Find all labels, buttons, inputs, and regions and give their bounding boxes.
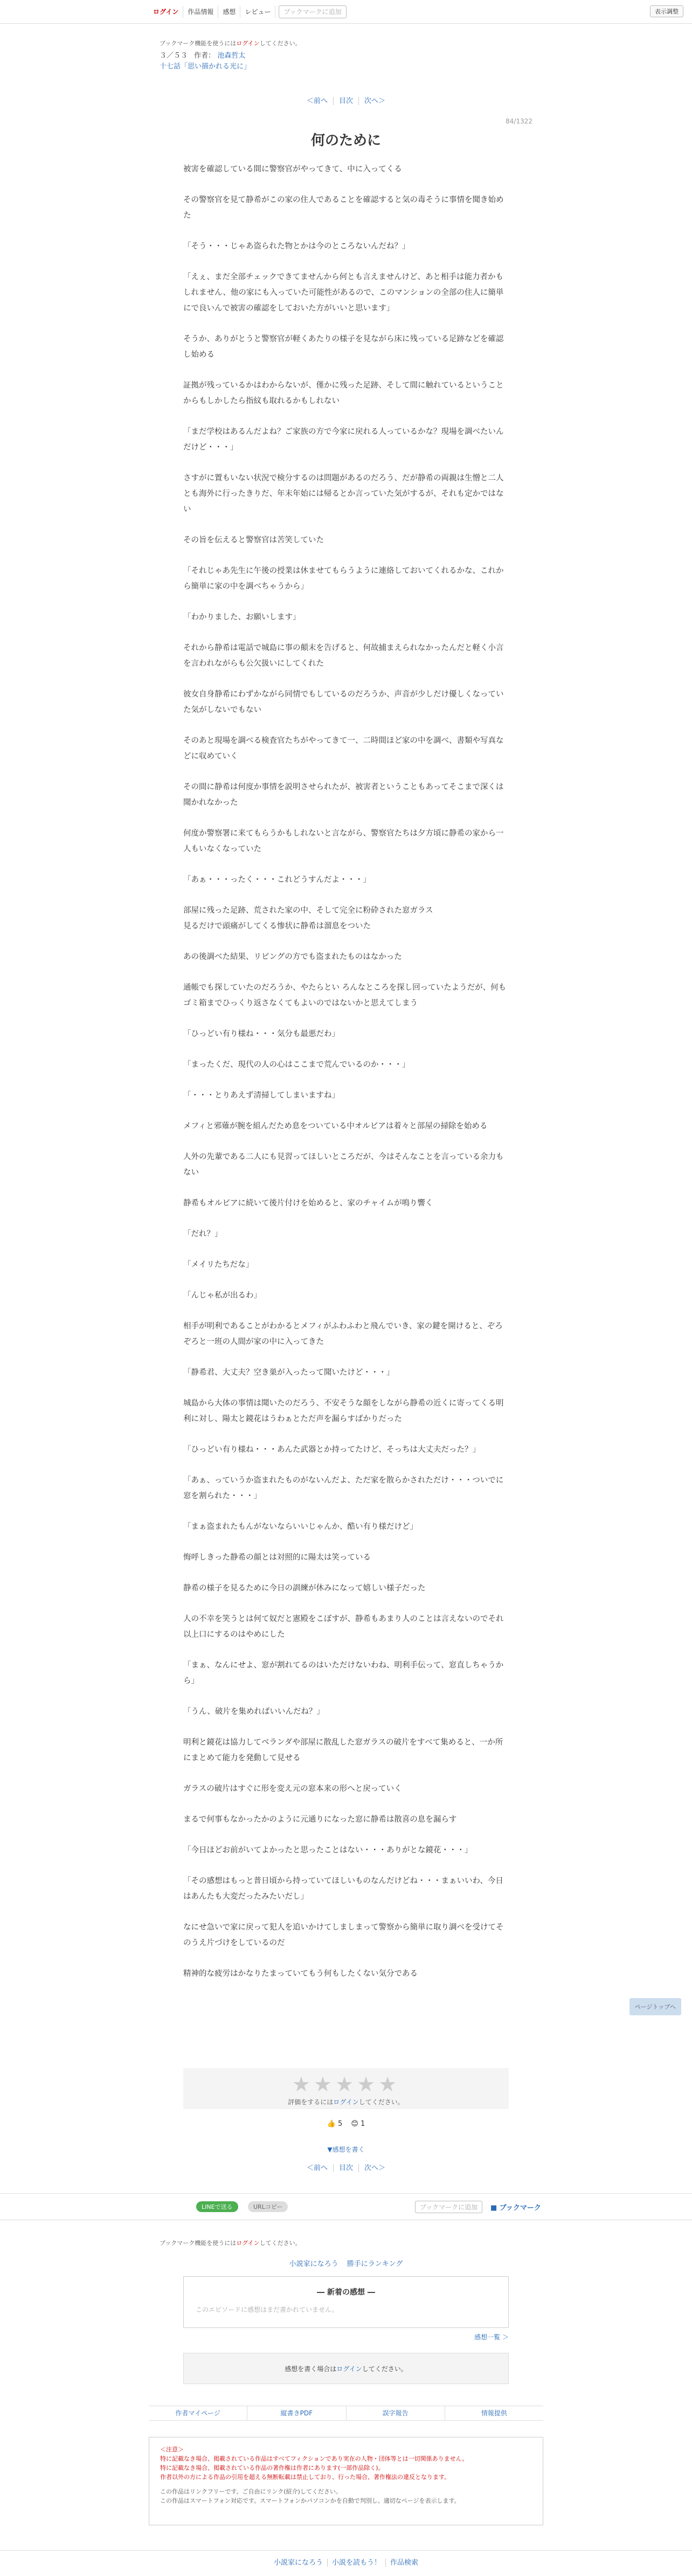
rating-note-text: 評価をするには [288,2098,334,2106]
paragraph: 「んじゃ私が出るわ」 [183,1291,261,1300]
paragraph: 「今日ほどお前がいてよかったと思ったことはない・・・ありがとな鏡花・・・」 [183,1846,473,1855]
paragraph: 何度か警察署に来てもらうかもしれないと言ながら、警察官たちは夕方頃に静希の家から一人もいなくなっていた [183,829,504,853]
pager-bottom [0,2162,692,2172]
notice-text-suffix: してください。 [259,40,301,47]
login-box-text: 感想を書く場合は [285,2365,337,2373]
notice-head: ＜注意＞ [160,2446,184,2453]
episode-position: ３／５３ [160,52,188,60]
no-impressions-text: このエピソードに感想はまだ書かれていません。 [196,2306,338,2313]
write-impression-link[interactable]: ▼感想を書く [327,2146,365,2153]
author-mypage-link[interactable]: 作者マイページ [149,2406,247,2420]
notice-line-4: この作品はリンクフリーです。ご自由にリンク(紹介)してください。 [160,2488,342,2495]
notice-line-1: 特に記載なき場合、掲載されている作品はすべてフィクションであり実在の人物・団体等とは一切関係ありません。 [160,2455,468,2462]
paragraph: 被害を確認している間に警察官がやってきて、中に入ってくる [183,165,402,174]
login-box-link[interactable]: ログイン [336,2365,362,2373]
notice-login-link-bottom[interactable]: ログイン [236,2240,260,2247]
impressions-list-link[interactable]: 感想一覧 ＞ [474,2333,509,2341]
paragraph: その旨を伝えると警察官は苦笑していた [183,536,324,545]
paragraph: 明利と鏡花は協力してベランダや部屋に散乱した窓ガラスの破片をすべて集めると、一か所にまとめて能力を発動して見せる [183,1738,503,1762]
line-share-button[interactable]: LINEで送る [196,2201,238,2212]
paragraph: 「まだ学校はあるんだよね？ご家族の方で今家に戻れる人っているかな？現場を調べたいんだけど・・・」 [183,428,504,452]
review-link[interactable]: レビュー [240,6,275,18]
novel-body [183,162,509,1982]
paragraph: 精神的な疲労はかなりたまっていてもう何もしたくない気分である [183,1969,418,1978]
paragraph: 「メイリたちだな」 [183,1261,254,1269]
toc-link-bottom[interactable]: 目次 [334,2164,359,2172]
paragraph: 「わかりました、お願いします」 [183,613,301,622]
paragraph: 「その感想はもっと普日頃から持っていてほしいものなんだけどね・・・まぁいいわ、今日はあんたも大変だったみたいだし」 [183,1877,503,1901]
paragraph: 「まぁ、なんにせよ、窓が割れてるのはいただけないわね、明利手伝って、窓直しちゃうから」 [183,1661,504,1685]
paragraph: 「うん、破片を集めればいいんだね？」 [183,1707,324,1716]
notice-box [149,2437,543,2525]
login-box-suffix: してください。 [362,2365,407,2373]
display-settings-button[interactable]: 表示調整 [650,5,683,17]
bookmark-notice [160,39,532,47]
prev-link-bottom[interactable]: ＜前へ [301,2164,334,2172]
paragraph: 「えぇ、まだ全部チェックできてませんから何とも言えませんけど、あと相手は能力者かもしれません、他の家にも入っていた可能性があるので、このマンションの全部の住人に簡単にで良いんで被害の確認をしておいた方がいいと思います」 [183,273,504,313]
top-bar [0,0,692,24]
ranking-link[interactable]: 勝手にランキング [347,2260,403,2268]
paragraph: まるで何事もなかったかのように元通りになった窓に静希は散喜の息を漏らす [183,1815,457,1824]
notice-line-5: この作品はスマートフォン対応です。スマートフォンかパソコンかを自動で判別し、適切なページを表示します。 [160,2497,460,2504]
author-label: 作者： [194,52,216,60]
notice-line-2: 特に記載なき場合、掲載されている作品の著作権は作者にあります(一部作品除く)。 [160,2464,384,2471]
rating-stars[interactable]: ★★★★★ [292,2072,400,2096]
paragraph: 「だれ？」 [183,1230,223,1238]
vertical-pdf-link[interactable]: 縦書きPDF [247,2406,346,2420]
toc-link[interactable]: 目次 [334,97,359,105]
paragraph: 「ひっどい有り様ね・・・気分も最悪だわ」 [183,1030,340,1038]
add-bookmark-button-bottom[interactable]: ブックマークに追加 [415,2201,482,2213]
bookmark-notice-bottom [160,2238,532,2247]
new-impressions [183,2276,509,2328]
page-top-button[interactable]: ページトップへ [629,1998,681,2015]
paragraph: そうか、ありがとうと警察官が軽くあたりの様子を見ながら床に残っている足跡などを確認し始める [183,335,504,359]
paragraph: 部屋に残った足跡、荒された家の中、そして完全に粉砕された窓ガラス 見るだけで頭痛がしてくる惨状に静希は溜息をついた [183,906,433,931]
paragraph: 「それじゃあ先生に午後の授業は休ませてもらうように連絡しておいてくれるかな、これから簡単に家の中を調べちゃうから」 [183,567,504,591]
paragraph: 静希の様子を見るために今日の訓練が休みになって嬉しい様子だった [183,1584,426,1593]
paragraph: あの後調べた結果、リビングの方でも盗まれたものはなかった [183,953,402,961]
paragraph: 「・・・とりあえず清掃してしまいますね」 [183,1091,340,1100]
bottom-divider [0,2550,692,2551]
paragraph: 「あぁ・・・ったく・・・これどうすんだよ・・・」 [183,876,371,884]
bottom-yomou-link[interactable]: 小説を読もう！ [328,2559,386,2567]
add-bookmark-button[interactable]: ブックマークに追加 [279,5,346,18]
bookmark-link[interactable]: ■ ブックマーク [490,2204,541,2212]
share-bar [0,2193,692,2220]
notice-line-3: 作者以外の方による作品の引用を超える無断転載は禁止しており、行った場合、著作権法の違反となります。 [160,2474,451,2481]
paragraph: それから静希は電話で城島に事の顛末を告げると、何故捕まえられなかったんだと軽く小言を言われながらも公欠扱いにしてくれた [183,644,504,668]
smile-reaction[interactable]: 😊 1 [351,2120,365,2128]
episode-title: 何のために [310,133,381,149]
paragraph: 通帳でも探していたのだろうか、やたらとい ろんなところを探し回っていたようだが、何もゴミ箱までひっくり返さなくてもよいのではないかと思えてしまう [183,983,507,1008]
paragraph: その間に静希は何度か事情を説明させられたが、被害者ということもあってそこまで深くは聞かれなかった [183,783,504,807]
paragraph: 城島から大体の事情は聞いたのだろう、不安そうな顔をしながら静希の近くに寄ってくる明利に対し、陽太と鏡花はうわぁとただ声を漏らすばかりだった [183,1399,504,1423]
footer-links [149,2406,543,2421]
next-link[interactable]: 次へ＞ [364,97,386,105]
rating-note-suffix: してください。 [358,2098,404,2106]
paragraph: なにせ急いで家に戻って犯人を追いかけてしましまって警察から簡単に取り調べを受けてそのうえ片づけをしているのだ [183,1923,504,1947]
author-link[interactable]: 池森哲太 [217,52,246,60]
series-info [160,51,251,72]
paragraph: 静希もオルビアに続いて後片付けを始めると、家のチャイムが鳴り響く [183,1199,433,1208]
works-link[interactable]: 作品情報 [183,6,218,18]
paragraph: 証拠が残っているかはわからないが、僅かに残った足跡、そして間に触れているということからもしかしたら指紋も取れるかもしれない [183,381,504,405]
paragraph: 人の不幸を笑うとは何て奴だと憲殿をこぼすが、静希もあまり人のことは言えないのでそれ以上口にするのはやめにした [183,1615,504,1639]
new-impressions-header: ― 新着の感想 ― [317,2288,375,2297]
typo-report-link[interactable]: 誤字報告 [347,2406,445,2420]
notice-login-link[interactable]: ログイン [236,40,260,47]
reactions [0,2120,692,2128]
notice-text-bottom: ブックマーク機能を使うには [160,2240,237,2247]
paragraph: 人外の先輩である二人にも見習ってほしいところだが、今はそんなことを言っている余力もない [183,1153,504,1177]
chapter-title: 十七話「思い描かれる光に」 [160,63,251,71]
impressions-link[interactable]: 感想 [218,6,240,18]
rating-note [183,2097,509,2106]
paragraph: そのあと現場を調べる検査官たちがやってきて一、二時間ほど家の中を調べ、書類や写真などに収めていく [183,736,504,761]
paragraph: 彼女自身静希にわずかながら同情でもしているのだろうか、声音が少しだけ優しくなっていた気がしないでもない [183,690,504,714]
paragraph: 相手が明利であることがわかるとメフィがふわふわと飛んでいき、家の鍵を開けると、ぞろぞろと一班の人間が家の中に入ってきた [183,1322,503,1346]
paragraph: 「まぁ盗まれたもんがないならいいじゃんか、酷い有り様だけど」 [183,1523,418,1531]
narou-link[interactable]: 小説家になろう [289,2260,338,2268]
paragraph: メフィと邪薙が腕を組んだため息をついている中オルビアは着々と部屋の掃除を始める [183,1122,488,1131]
notice-text-suffix-bottom: してください。 [259,2240,301,2247]
paragraph: 「そう・・・じゃあ盗られた物とかは今のところないんだね？」 [183,242,410,251]
rating-login-link[interactable]: ログイン [333,2098,359,2106]
bottom-narou-link[interactable]: 小説家になろう [269,2559,328,2567]
pager-top [0,95,692,105]
paragraph: ガラスの破片はすぐに形を変え元の窓本来の形へと戻っていく [183,1785,402,1793]
bottom-links [0,2557,692,2567]
url-copy-button[interactable]: URLコピー [248,2201,288,2212]
prev-link[interactable]: ＜前へ [301,97,334,105]
paragraph: 悔呼しきった静希の顔とは対照的に陽太は笑っている [183,1553,371,1562]
paragraph: 「まったくだ、現代の人の心はここまで荒んでいるのか・・・」 [183,1060,410,1069]
paragraph: さすがに置もいない状況で検分するのは問題があるのだろう、だが静希の両親は生憎と二人とも海外に行ったきりだ、年末年始には帰るとか言っていた気がするが、それも定かではない [183,474,504,514]
notice-text: ブックマーク機能を使うには [160,40,237,47]
info-report-link[interactable]: 情報提供 [481,2409,507,2417]
impression-login-box [183,2353,509,2384]
like-reaction[interactable]: 👍 5 [327,2120,343,2128]
bottom-search-link[interactable]: 作品検索 [390,2559,419,2567]
login-link[interactable]: ログイン [149,6,183,18]
episode-number: 84/1322 [506,118,532,125]
paragraph: 「静希君、大丈夫？空き巣が入ったって聞いたけど・・・」 [183,1368,395,1377]
top-menu [149,5,347,18]
paragraph: 「あぁ、っていうか盗まれたものがないんだよ、ただ家を散らかされただけ・・・ついでに窓を割られた・・・」 [183,1476,504,1500]
paragraph: 「ひっどい有り様ね・・・あんた武器とか持ってたけど、そっちは大丈夫だった？」 [183,1445,480,1454]
ranking-links [0,2258,692,2268]
rating-box [183,2068,509,2109]
next-link-bottom[interactable]: 次へ＞ [364,2164,386,2172]
paragraph: その警察官を見て静希がこの家の住人であることを確認すると気の毒そうに事情を聞き始めた [183,196,504,220]
